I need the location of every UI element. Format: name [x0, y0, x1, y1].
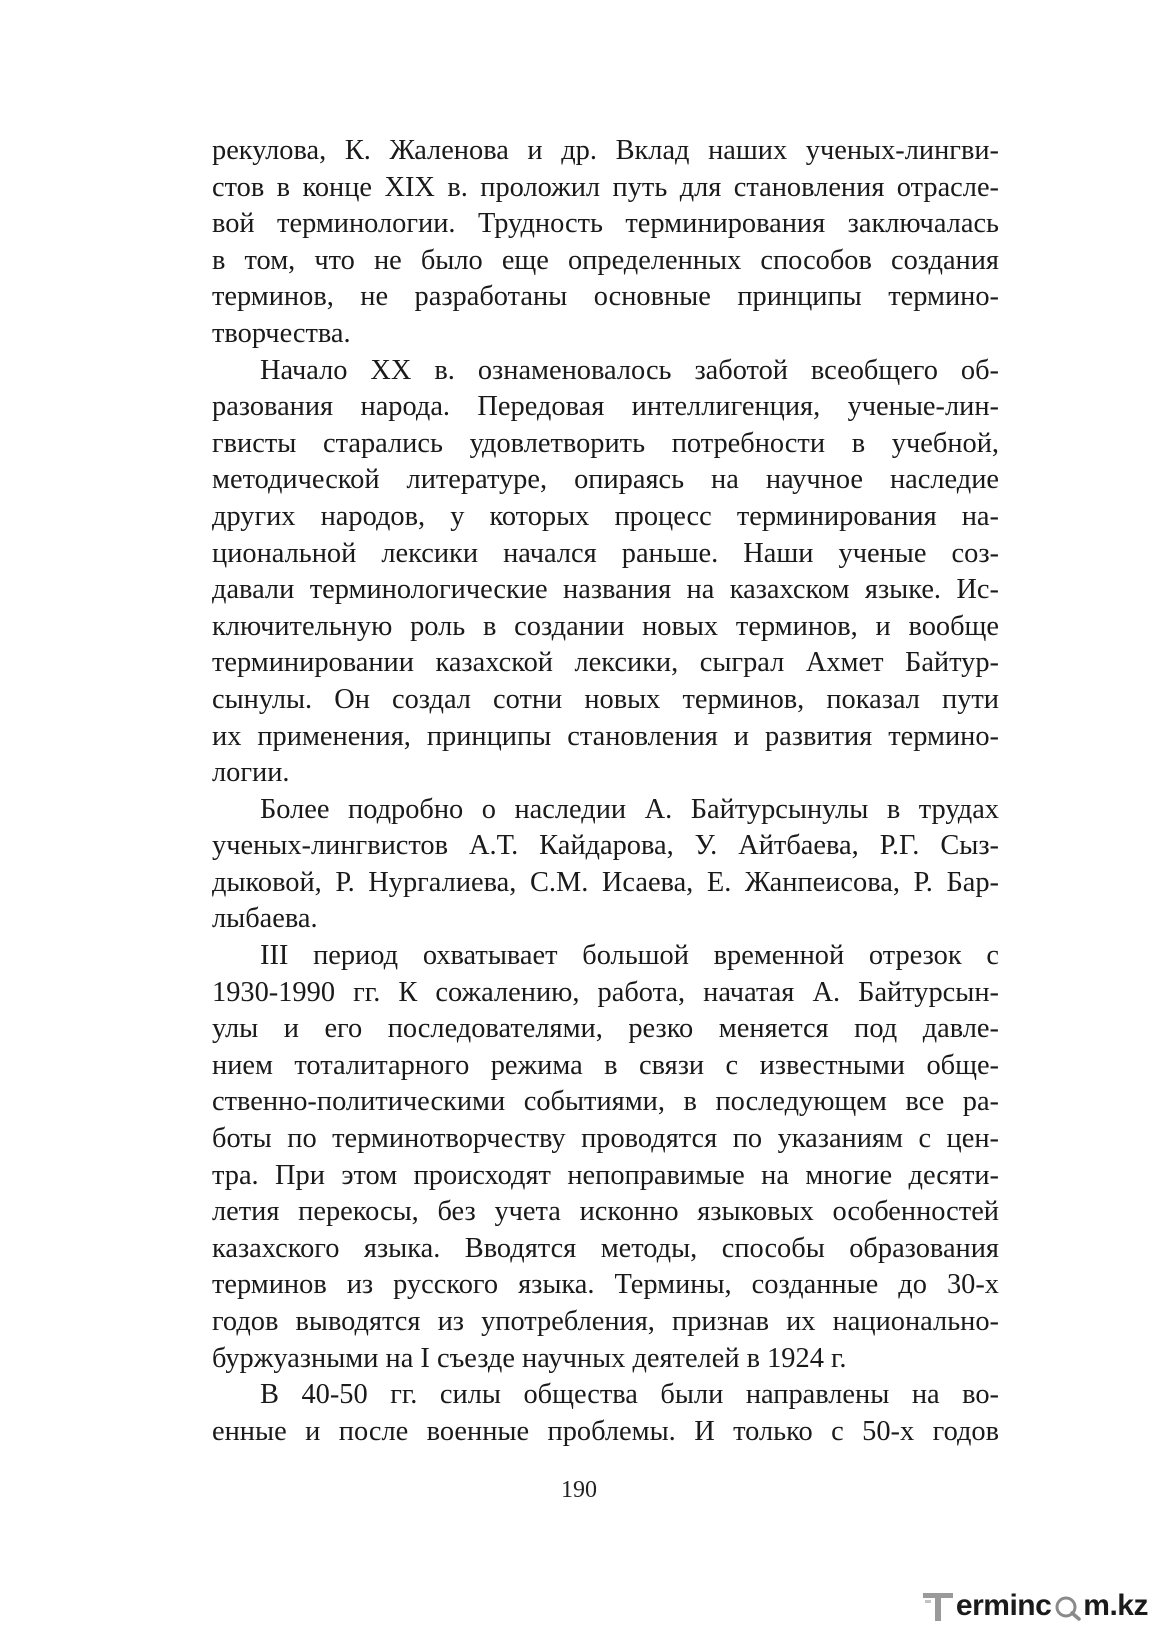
text-line: 1930-1990 гг. К сожалению, работа, начатая А. Байтурсын-: [212, 976, 999, 1008]
text-line: методической литературе, опираясь на научное наследие: [212, 464, 999, 496]
text-line: логии.: [212, 757, 290, 789]
text-line: терминов, не разработаны основные принципы термино-: [212, 281, 999, 313]
text-line: сынулы. Он создал сотни новых терминов, показал пути: [212, 683, 999, 715]
text-line: В 40-50 гг. силы общества были направлены на во-: [260, 1379, 999, 1411]
terminology-t-logo-icon: [921, 1589, 955, 1623]
text-line: лыбаева.: [212, 903, 318, 935]
body-text: [212, 133, 999, 1450]
text-line: разования народа. Передовая интеллигенция, ученые-лин-: [212, 391, 999, 423]
text-line: улы и его последователями, резко меняется под давле-: [212, 1013, 999, 1045]
watermark-text-part2: m.kz: [1083, 1589, 1148, 1622]
watermark-text-part1: erminc: [955, 1589, 1052, 1622]
magnifier-o-icon: [1052, 1591, 1082, 1621]
text-line: ственно-политическими событиями, в последующем все ра-: [212, 1086, 999, 1118]
page-number: 190: [561, 1477, 597, 1503]
text-line: боты по терминотворчеству проводятся по указаниям с цен-: [212, 1123, 999, 1155]
text-line: ключительную роль в создании новых терминов, и вообще: [212, 610, 999, 642]
text-line: казахского языка. Вводятся методы, способы образования: [212, 1232, 999, 1264]
text-line: гвисты старались удовлетворить потребности в учебной,: [212, 427, 999, 459]
text-line: терминировании казахской лексики, сыграл Ахмет Байтур-: [212, 647, 999, 679]
text-line: летия перекосы, без учета исконно языковых особенностей: [212, 1196, 999, 1228]
text-line: давали терминологические названия на казахском языке. Ис-: [212, 574, 999, 606]
text-line: ученых-лингвистов А.Т. Кайдарова, У. Айтбаева, Р.Г. Сыз-: [212, 830, 999, 862]
text-line: терминов из русского языка. Термины, созданные до 30-х: [212, 1269, 999, 1301]
text-line: рекулова, К. Жаленова и др. Вклад наших ученых-лингви-: [212, 135, 999, 166]
text-line: их применения, принципы становления и развития термино-: [212, 720, 999, 752]
text-line: дыковой, Р. Нургалиева, С.М. Исаева, Е. Жанпеисова, Р. Бар-: [212, 866, 999, 898]
text-line: Начало XX в. ознаменовалось заботой всеобщего об-: [260, 354, 999, 386]
text-line: годов выводятся из употребления, признав их национально-: [212, 1306, 999, 1337]
text-line: енные и после военные проблемы. И только с 50-х годов: [212, 1415, 999, 1447]
text-line: циональной лексики начался раньше. Наши ученые соз-: [212, 537, 999, 569]
text-line: других народов, у которых процесс терминирования на-: [212, 500, 999, 532]
text-line: буржуазными на I съезде научных деятелей в 1924 г.: [212, 1342, 847, 1374]
text-line: тра. При этом происходят непоправимые на многие десяти-: [212, 1159, 999, 1191]
text-line: в том, что не было еще определенных способов создания: [212, 244, 999, 276]
text-line: творчества.: [212, 317, 351, 349]
site-watermark: [921, 1589, 1148, 1623]
text-line: вой терминологии. Трудность терминирования заключалась: [212, 208, 999, 240]
text-line: Более подробно о наследии А. Байтурсынулы в трудах: [260, 793, 999, 825]
text-line: стов в конце XIX в. проложил путь для становления отрасле-: [212, 171, 999, 203]
text-line: нием тоталитарного режима в связи с известными обще-: [212, 1049, 999, 1081]
text-line: III период охватывает большой временной отрезок с: [260, 940, 999, 972]
